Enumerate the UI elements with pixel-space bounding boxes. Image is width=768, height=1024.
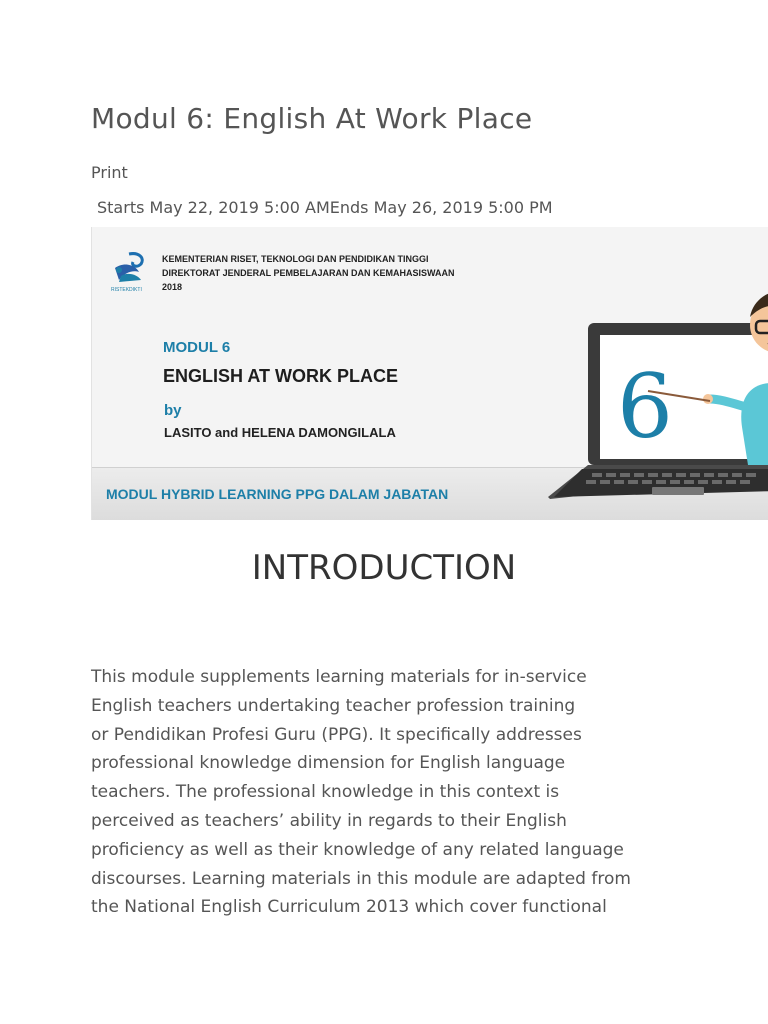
screen-numeral: 6 — [617, 355, 673, 458]
module-authors: LASITO and HELENA DAMONGILALA — [164, 425, 396, 440]
trackpad — [652, 487, 704, 495]
by-label: by — [164, 402, 182, 419]
institution-year: 2018 — [162, 282, 183, 292]
module-number: MODUL 6 — [163, 339, 231, 356]
paragraph-line: professional knowledge dimension for English language — [91, 753, 566, 774]
paragraph-line: English teachers undertaking teacher profession training — [91, 695, 576, 716]
paragraph-line: perceived as teachers’ ability in regards to their English — [91, 810, 567, 831]
paragraph-line: This module supplements learning materials for in-service — [91, 667, 587, 687]
intro-paragraph — [91, 663, 671, 922]
paragraph-line: discourses. Learning materials in this module are adapted from — [91, 868, 631, 889]
banner-strip-text: MODUL HYBRID LEARNING PPG DALAM JABATAN — [106, 486, 449, 502]
paragraph-line: the National English Curriculum 2013 which cover functional — [91, 897, 607, 918]
module-cover-banner — [91, 227, 768, 520]
section-heading: INTRODUCTION — [251, 548, 517, 588]
logo-text: RISTEKDIKTI — [111, 287, 142, 293]
event-dates: Starts May 22, 2019 5:00 AMEnds May 26, 2019 5:00 PM — [97, 198, 553, 217]
institution-line: DIREKTORAT JENDERAL PEMBELAJARAN DAN KEMAHASISWAAN — [162, 268, 455, 278]
print-link[interactable]: Print — [91, 163, 128, 182]
paragraph-line: proficiency as well as their knowledge of any related language — [91, 839, 624, 860]
institution-line: KEMENTERIAN RISET, TEKNOLOGI DAN PENDIDIKAN TINGGI — [162, 254, 429, 264]
module-title: ENGLISH AT WORK PLACE — [163, 366, 398, 386]
page-title: Modul 6: English At Work Place — [91, 102, 533, 135]
ristekdikti-logo-icon — [109, 250, 155, 294]
paragraph-line: teachers. The professional knowledge in this context is — [91, 782, 560, 803]
institution-text — [162, 252, 455, 294]
paragraph-line: or Pendidikan Profesi Guru (PPG). It specifically addresses — [91, 724, 582, 745]
laptop-teacher-illustration — [542, 287, 768, 517]
